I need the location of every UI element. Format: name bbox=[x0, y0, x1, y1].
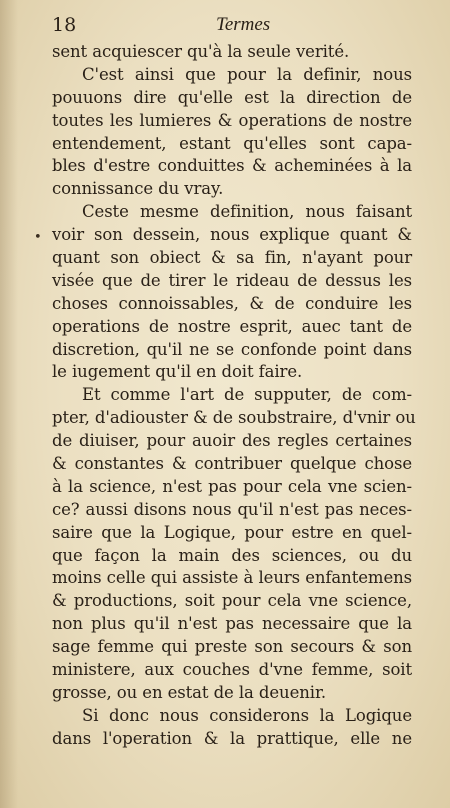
text-line: Si donc nous considerons la Logique bbox=[82, 705, 412, 725]
text-line: sent acquiescer qu'à la seule verité. bbox=[52, 42, 350, 61]
text-line: grosse, ou en estat de la deuenir. bbox=[52, 682, 327, 702]
running-title: Termes bbox=[216, 14, 271, 35]
text-line: sage femme qui preste son secours & son bbox=[52, 637, 412, 657]
text-line: dans l'operation & la prattique, elle ne bbox=[52, 728, 412, 748]
text-line: voir son dessein, nous explique quant & bbox=[52, 225, 412, 245]
text-line: toutes les lumieres & operations de nostre bbox=[52, 110, 412, 130]
text-line: à la science, n'est pas pour cela vne scien- bbox=[52, 476, 412, 496]
text-line: ministere, aux couches d'vne femme, soit bbox=[52, 660, 412, 680]
margin-mark: • bbox=[34, 230, 42, 245]
text-line: moins celle qui assiste à leurs enfantemens bbox=[52, 568, 412, 588]
text-line: & productions, soit pour cela vne science, bbox=[52, 591, 412, 611]
text-line: que façon la main des sciences, ou du bbox=[52, 545, 412, 565]
text-line: pter, d'adiouster & de soubstraire, d'vnir ou bbox=[52, 408, 416, 428]
text-line: saire que la Logique, pour estre en quel- bbox=[52, 522, 412, 542]
text-line: pouuons dire qu'elle est la direction de bbox=[52, 87, 412, 107]
text-line: visée que de tirer le rideau de dessus les bbox=[52, 270, 412, 290]
text-line: entendement, estant qu'elles sont capa- bbox=[52, 133, 412, 153]
spine-shadow bbox=[0, 0, 18, 808]
text-line: le iugement qu'il en doit faire. bbox=[52, 362, 303, 382]
text-line: C'est ainsi que pour la definir, nous bbox=[82, 64, 412, 84]
text-line: bles d'estre conduittes & acheminées à la bbox=[52, 156, 412, 176]
text-line: quant son obiect & sa fin, n'ayant pour bbox=[52, 248, 412, 268]
text-line: discretion, qu'il ne se confonde point dans bbox=[52, 339, 412, 359]
text-line: Ceste mesme definition, nous faisant bbox=[82, 202, 412, 222]
text-line: ce? aussi disons nous qu'il n'est pas neces- bbox=[52, 499, 412, 519]
page-number: 18 bbox=[52, 14, 77, 36]
page-header bbox=[52, 14, 412, 40]
text-line: operations de nostre esprit, auec tant de bbox=[52, 316, 412, 336]
text-line: Et comme l'art de supputer, de com- bbox=[82, 385, 412, 405]
text-line: non plus qu'il n'est pas necessaire que la bbox=[52, 614, 412, 634]
text-line: connissance du vray. bbox=[52, 179, 224, 199]
body-text bbox=[52, 41, 416, 751]
text-line: & constantes & contribuer quelque chose bbox=[52, 454, 412, 474]
text-line: de diuiser, pour auoir des regles certaines bbox=[52, 431, 412, 451]
text-line: choses connoissables, & de conduire les bbox=[52, 293, 412, 313]
